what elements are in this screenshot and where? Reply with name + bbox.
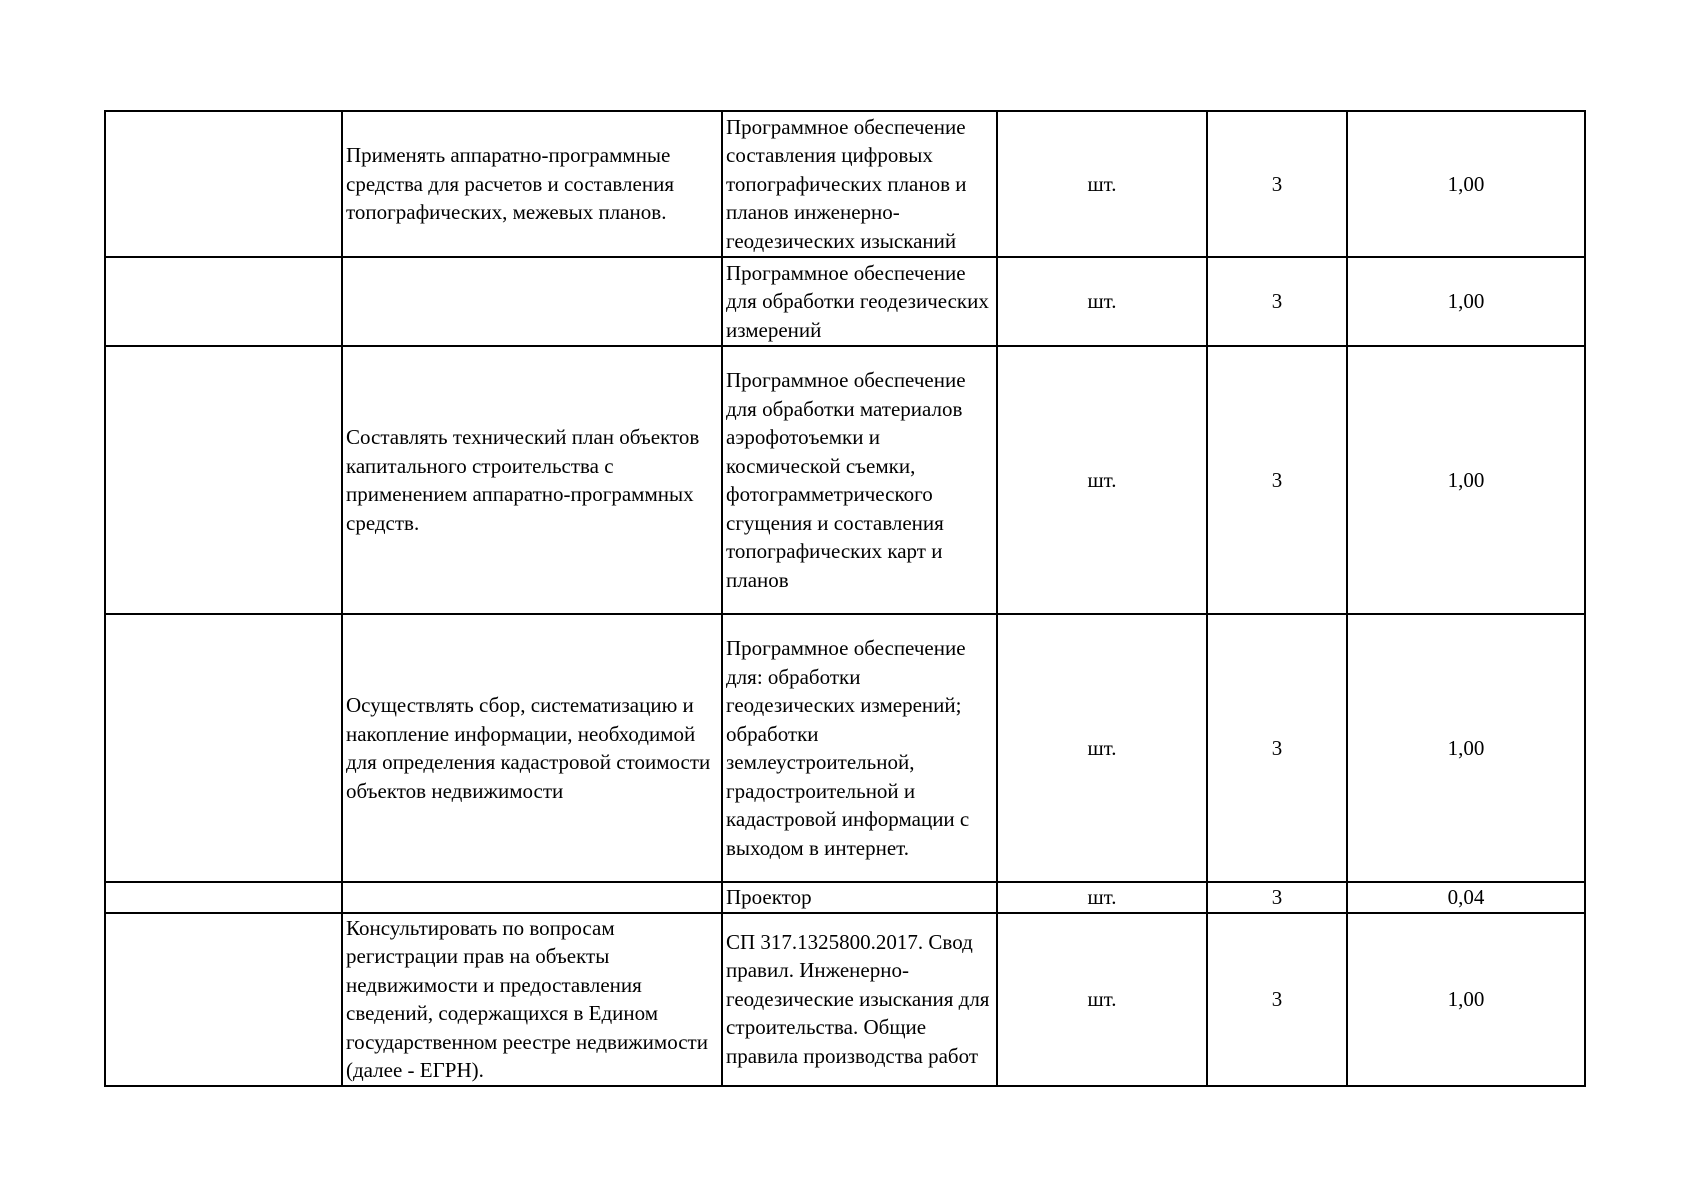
- coefficient-cell: 1,00: [1347, 111, 1585, 257]
- empty-cell: [105, 614, 342, 882]
- table-row: [105, 257, 1585, 346]
- table-row: [105, 614, 1585, 882]
- coefficient-cell: 1,00: [1347, 257, 1585, 346]
- skill-cell: Осуществлять сбор, систематизацию и накопление информации, необходимой для определения кадастровой стоимости объектов недвижимости: [342, 614, 722, 882]
- quantity-cell: 3: [1207, 111, 1347, 257]
- coefficient-cell: 1,00: [1347, 346, 1585, 614]
- table-row: [105, 913, 1585, 1086]
- empty-cell: [105, 346, 342, 614]
- unit-cell: шт.: [997, 614, 1207, 882]
- equipment-cell: СП 317.1325800.2017. Свод правил. Инженерно-геодезические изыскания для строительства. Общие правила производства работ: [722, 913, 997, 1086]
- quantity-cell: 3: [1207, 257, 1347, 346]
- table-row: [105, 882, 1585, 913]
- table-row: [105, 346, 1585, 614]
- skill-cell: [342, 257, 722, 346]
- unit-cell: шт.: [997, 913, 1207, 1086]
- empty-cell: [105, 913, 342, 1086]
- empty-cell: [105, 257, 342, 346]
- equipment-table: [104, 110, 1586, 1087]
- unit-cell: шт.: [997, 882, 1207, 913]
- equipment-cell: Программное обеспечение для обработки геодезических измерений: [722, 257, 997, 346]
- quantity-cell: 3: [1207, 346, 1347, 614]
- coefficient-cell: 1,00: [1347, 913, 1585, 1086]
- unit-cell: шт.: [997, 111, 1207, 257]
- unit-cell: шт.: [997, 257, 1207, 346]
- equipment-cell: Программное обеспечение для обработки материалов аэрофотоъемки и космической съемки, фотограмметрического сгущения и составления топографических карт и планов: [722, 346, 997, 614]
- equipment-cell: Программное обеспечение составления цифровых топографических планов и планов инженерно-геодезических изысканий: [722, 111, 997, 257]
- quantity-cell: 3: [1207, 614, 1347, 882]
- equipment-cell: Проектор: [722, 882, 997, 913]
- skill-cell: Консультировать по вопросам регистрации прав на объекты недвижимости и предоставления сведений, содержащихся в Едином государственном реестре недвижимости (далее - ЕГРН).: [342, 913, 722, 1086]
- table-row: [105, 111, 1585, 257]
- skill-cell: Составлять технический план объектов капитального строительства с применением аппаратно-программных средств.: [342, 346, 722, 614]
- unit-cell: шт.: [997, 346, 1207, 614]
- skill-cell: Применять аппаратно-программные средства для расчетов и составления топографических, межевых планов.: [342, 111, 722, 257]
- coefficient-cell: 0,04: [1347, 882, 1585, 913]
- equipment-cell: Программное обеспечение для: обработки геодезических измерений; обработки землеустроительной, градостроительной и кадастровой информации с выходом в интернет.: [722, 614, 997, 882]
- empty-cell: [105, 111, 342, 257]
- skill-cell: [342, 882, 722, 913]
- empty-cell: [105, 882, 342, 913]
- coefficient-cell: 1,00: [1347, 614, 1585, 882]
- quantity-cell: 3: [1207, 882, 1347, 913]
- quantity-cell: 3: [1207, 913, 1347, 1086]
